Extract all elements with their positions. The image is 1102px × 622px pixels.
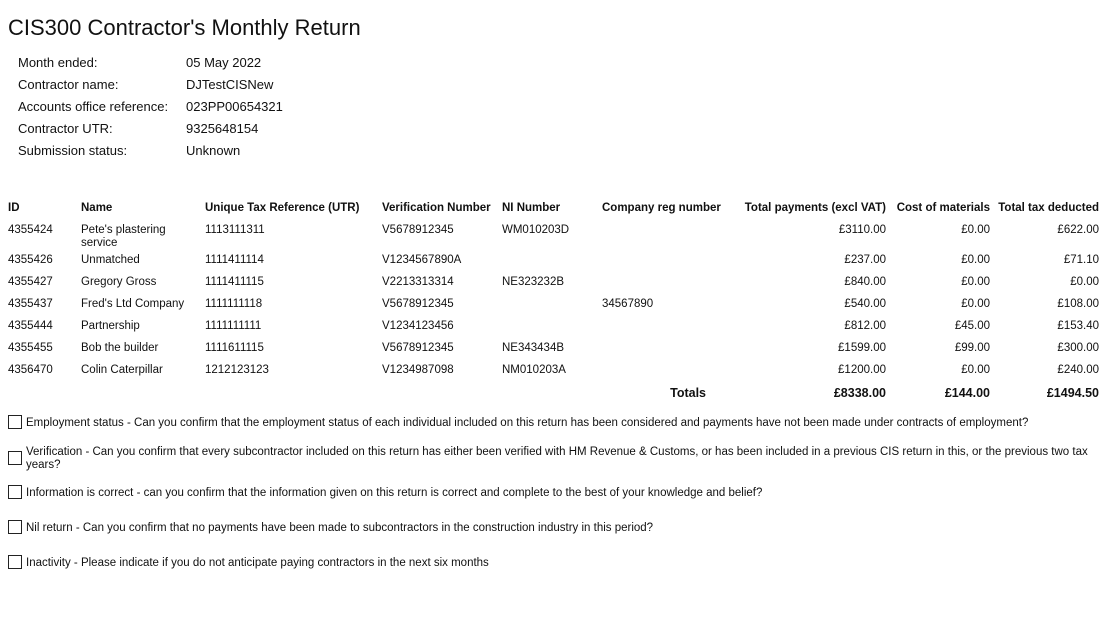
- cell-total-tax-deducted: £240.00: [1057, 364, 1099, 376]
- cell-cost-of-materials: £0.00: [961, 254, 990, 266]
- cell-company-reg-number: [594, 272, 730, 294]
- cell-name: Colin Caterpillar: [81, 364, 163, 376]
- confirm-verification: [8, 442, 1098, 483]
- cell-cost-of-materials: £0.00: [961, 364, 990, 376]
- cell-cost-of-materials: £45.00: [954, 320, 990, 332]
- cell-total-payments: £1599.00: [838, 342, 886, 354]
- confirmations: [8, 413, 1098, 583]
- header-total-tax-deducted: Total tax deducted: [998, 202, 1099, 214]
- detail-month-ended: [18, 52, 283, 74]
- table-row: [5, 338, 1102, 360]
- cell-cost-of-materials: £0.00: [961, 224, 990, 236]
- cell-total-payments: £812.00: [844, 320, 886, 332]
- cell-ni-number: [499, 250, 594, 272]
- table-row: [5, 272, 1102, 294]
- inactivity-checkbox[interactable]: [8, 555, 22, 569]
- table-row: [5, 316, 1102, 338]
- cell-name: Pete's plastering service: [81, 224, 166, 249]
- header-id: ID: [8, 202, 20, 214]
- cell-verification-number: V1234987098: [382, 364, 454, 376]
- cell-id: 4355455: [8, 342, 53, 354]
- cell-ni-number: NM010203A: [502, 364, 566, 376]
- cell-name: Gregory Gross: [81, 276, 157, 288]
- cell-ni-number: NE343434B: [502, 342, 565, 354]
- cell-total-tax-deducted: £300.00: [1057, 342, 1099, 354]
- cell-utr: 1113111311: [205, 224, 265, 236]
- detail-label: Accounts office reference:: [18, 99, 169, 114]
- cell-utr: 1111111118: [205, 298, 263, 310]
- total-payments: £8338.00: [833, 386, 886, 400]
- header-verification-number: Verification Number: [382, 202, 491, 214]
- cell-name: Unmatched: [81, 254, 140, 266]
- cell-verification-number: V5678912345: [382, 224, 454, 236]
- header-name: Name: [81, 202, 113, 214]
- subcontractor-table: [5, 196, 1102, 404]
- cell-verification-number: V2213313314: [382, 276, 454, 288]
- confirm-text: Nil return - Can you confirm that no payments have been made to subcontractors in the construction industry in this period?: [26, 522, 654, 534]
- header-total-payments: Total payments (excl VAT): [744, 202, 886, 214]
- detail-contractor-utr: [18, 118, 283, 140]
- cell-utr: 1111411115: [205, 276, 264, 288]
- cell-name: Bob the builder: [81, 342, 159, 354]
- detail-accounts-office-reference: [18, 96, 283, 118]
- detail-label: Contractor name:: [18, 77, 119, 92]
- cell-name: Partnership: [81, 320, 140, 332]
- cell-verification-number: V5678912345: [382, 298, 454, 310]
- table-header-row: [5, 196, 1102, 220]
- cell-cost-of-materials: £0.00: [961, 298, 990, 310]
- confirm-nil-return: [8, 518, 1098, 553]
- cell-utr: 1111611115: [205, 342, 264, 354]
- total-tax-deducted: £1494.50: [1046, 386, 1099, 400]
- cell-total-tax-deducted: £622.00: [1057, 224, 1099, 236]
- confirm-employment-status: [8, 413, 1098, 442]
- header-cost-of-materials: Cost of materials: [896, 202, 990, 214]
- confirm-inactivity: [8, 553, 1098, 583]
- confirm-text: Verification - Can you confirm that every subcontractor included on this return has either been verified with HM Revenue & Customs, or has been included in a previous CIS return in this, or the previous two tax years?: [26, 446, 1088, 471]
- cell-company-reg-number: [594, 316, 730, 338]
- detail-label: Month ended:: [18, 55, 98, 70]
- detail-contractor-name: [18, 74, 283, 96]
- cell-company-reg-number: [594, 338, 730, 360]
- cell-ni-number: [499, 294, 594, 316]
- totals-row: [5, 382, 1102, 404]
- header-utr: Unique Tax Reference (UTR): [205, 202, 360, 214]
- verification-checkbox[interactable]: [8, 451, 22, 465]
- cell-total-payments: £3110.00: [838, 224, 886, 236]
- cell-total-tax-deducted: £0.00: [1070, 276, 1099, 288]
- cell-verification-number: V5678912345: [382, 342, 454, 354]
- table-row: [5, 294, 1102, 316]
- cell-company-reg-number: [594, 360, 730, 382]
- cell-company-reg-number: 34567890: [602, 298, 654, 310]
- cell-company-reg-number: [594, 250, 730, 272]
- cell-total-tax-deducted: £153.40: [1057, 320, 1099, 332]
- detail-label: Submission status:: [18, 143, 128, 158]
- information-correct-checkbox[interactable]: [8, 485, 22, 499]
- detail-value: 9325648154: [186, 121, 259, 136]
- cell-total-tax-deducted: £71.10: [1063, 254, 1099, 266]
- cell-ni-number: NE323232B: [502, 276, 565, 288]
- header-ni-number: NI Number: [502, 202, 561, 214]
- cell-verification-number: V1234567890A: [382, 254, 462, 266]
- cell-company-reg-number: [594, 220, 730, 250]
- totals-label: Totals: [670, 386, 706, 400]
- cell-verification-number: V1234123456: [382, 320, 454, 332]
- confirm-information-correct: [8, 483, 1098, 518]
- detail-submission-status: [18, 140, 283, 162]
- employment-status-checkbox[interactable]: [8, 415, 22, 429]
- cell-id: 4355427: [8, 276, 53, 288]
- cell-ni-number: [499, 316, 594, 338]
- cell-ni-number: WM010203D: [502, 224, 570, 236]
- cell-utr: 1111111111: [205, 320, 262, 332]
- contractor-details: [18, 52, 283, 162]
- nil-return-checkbox[interactable]: [8, 520, 22, 534]
- header-company-reg-number: Company reg number: [602, 202, 721, 214]
- page-title: CIS300 Contractor's Monthly Return: [8, 15, 361, 40]
- cell-total-tax-deducted: £108.00: [1057, 298, 1099, 310]
- table-row: [5, 220, 1102, 250]
- cell-cost-of-materials: £0.00: [961, 276, 990, 288]
- cell-total-payments: £237.00: [844, 254, 886, 266]
- cell-name: Fred's Ltd Company: [81, 298, 185, 310]
- cell-total-payments: £1200.00: [838, 364, 886, 376]
- cell-total-payments: £840.00: [844, 276, 886, 288]
- confirm-text: Inactivity - Please indicate if you do not anticipate paying contractors in the next six months: [26, 557, 489, 569]
- detail-value: Unknown: [186, 143, 241, 158]
- cell-cost-of-materials: £99.00: [954, 342, 990, 354]
- detail-label: Contractor UTR:: [18, 121, 113, 136]
- confirm-text: Employment status - Can you confirm that the employment status of each individual included on this return has been considered and payments have not been made under contracts of employment?: [26, 417, 1029, 429]
- cell-utr: 1111411114: [205, 254, 264, 266]
- table-row: [5, 250, 1102, 272]
- cell-id: 4355444: [8, 320, 53, 332]
- confirm-text: Information is correct - can you confirm that the information given on this return is correct and complete to the best of your knowledge and belief?: [26, 487, 763, 499]
- total-cost-of-materials: £144.00: [944, 386, 990, 400]
- table-row: [5, 360, 1102, 382]
- detail-value: 023PP00654321: [186, 99, 283, 114]
- detail-value: 05 May 2022: [186, 55, 262, 70]
- cell-id: 4355437: [8, 298, 53, 310]
- cell-id: 4355424: [8, 224, 53, 236]
- cell-total-payments: £540.00: [844, 298, 886, 310]
- cell-id: 4356470: [8, 364, 53, 376]
- cell-id: 4355426: [8, 254, 53, 266]
- detail-value: DJTestCISNew: [186, 77, 274, 92]
- cell-utr: 1212123123: [205, 364, 269, 376]
